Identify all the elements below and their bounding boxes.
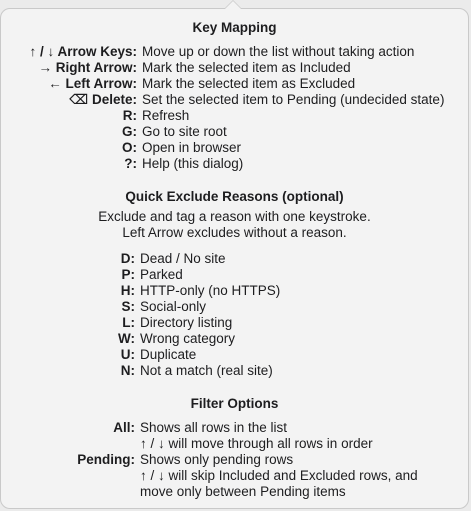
reason-key: U:	[120, 347, 135, 362]
key-description: Open in browser	[142, 140, 242, 155]
key-label: G:	[122, 124, 137, 139]
filter-key: All:	[113, 420, 135, 435]
reason-key: W:	[118, 331, 135, 346]
key-description: Set the selected item to Pending (undecided state)	[142, 92, 445, 107]
help-content	[0, 20, 469, 500]
key-mapping-title: Key Mapping	[192, 20, 277, 35]
filter-description: Shows all rows in the list	[140, 420, 288, 435]
key-label: ← Left Arrow:	[48, 76, 137, 91]
reason-description: Social-only	[140, 299, 207, 314]
reason-key: S:	[121, 299, 135, 314]
filter-row-pending-detail-2	[0, 484, 469, 500]
reason-row-w	[0, 331, 469, 347]
reason-key: D:	[120, 251, 135, 266]
key-label: ⌫ Delete:	[69, 92, 137, 107]
filter-options-list	[0, 420, 469, 500]
key-description: Refresh	[142, 108, 190, 123]
key-description: Go to site root	[142, 124, 227, 139]
reason-row-p	[0, 267, 469, 283]
quick-exclude-list	[0, 251, 469, 379]
reason-row-n	[0, 363, 469, 379]
filter-row-all-detail	[0, 436, 469, 452]
reason-key: N:	[120, 363, 135, 378]
reason-description: Wrong category	[140, 331, 236, 346]
quick-exclude-intro-1: Exclude and tag a reason with one keystroke.	[98, 209, 371, 224]
filter-key: Pending:	[77, 452, 135, 467]
key-row-right-arrow	[0, 60, 469, 76]
key-row-o	[0, 140, 469, 156]
filter-row-pending-detail	[0, 468, 469, 484]
key-row-help	[0, 156, 469, 172]
key-row-delete	[0, 92, 469, 108]
key-mapping-list	[0, 44, 469, 172]
key-label: O:	[122, 140, 137, 155]
reason-description: Duplicate	[140, 347, 197, 362]
reason-row-l	[0, 315, 469, 331]
reason-description: HTTP-only (no HTTPS)	[140, 283, 281, 298]
filter-options-title: Filter Options	[190, 396, 279, 411]
key-description: Help (this dialog)	[142, 156, 244, 171]
quick-exclude-title: Quick Exclude Reasons (optional)	[125, 189, 344, 204]
reason-description: Directory listing	[140, 315, 233, 330]
key-label: ↑ / ↓ Arrow Keys:	[29, 44, 137, 59]
filter-row-pending	[0, 452, 469, 468]
reason-row-u	[0, 347, 469, 363]
key-description: Mark the selected item as Included	[142, 60, 351, 75]
filter-description: move only between Pending items	[140, 484, 346, 499]
reason-key: P:	[121, 267, 135, 282]
key-row-g	[0, 124, 469, 140]
key-row-r	[0, 108, 469, 124]
reason-description: Not a match (real site)	[140, 363, 273, 378]
key-row-arrows	[0, 44, 469, 60]
reason-key: H:	[120, 283, 135, 298]
key-description: Mark the selected item as Excluded	[142, 76, 356, 91]
filter-row-all	[0, 420, 469, 436]
reason-description: Parked	[140, 267, 183, 282]
key-label: R:	[122, 108, 137, 123]
filter-description: ↑ / ↓ will move through all rows in order	[140, 436, 373, 451]
filter-description: Shows only pending rows	[140, 452, 294, 467]
key-label: → Right Arrow:	[38, 60, 137, 75]
reason-description: Dead / No site	[140, 251, 226, 266]
reason-key: L:	[122, 315, 135, 330]
filter-description: ↑ / ↓ will skip Included and Excluded rows, and	[140, 468, 418, 483]
quick-exclude-intro-2: Left Arrow excludes without a reason.	[122, 225, 347, 240]
reason-row-h	[0, 283, 469, 299]
reason-row-d	[0, 251, 469, 267]
key-row-left-arrow	[0, 76, 469, 92]
key-description: Move up or down the list without taking action	[142, 44, 415, 59]
popover-arrow-inner	[225, 1, 241, 9]
reason-row-s	[0, 299, 469, 315]
key-label: ?:	[124, 156, 137, 171]
